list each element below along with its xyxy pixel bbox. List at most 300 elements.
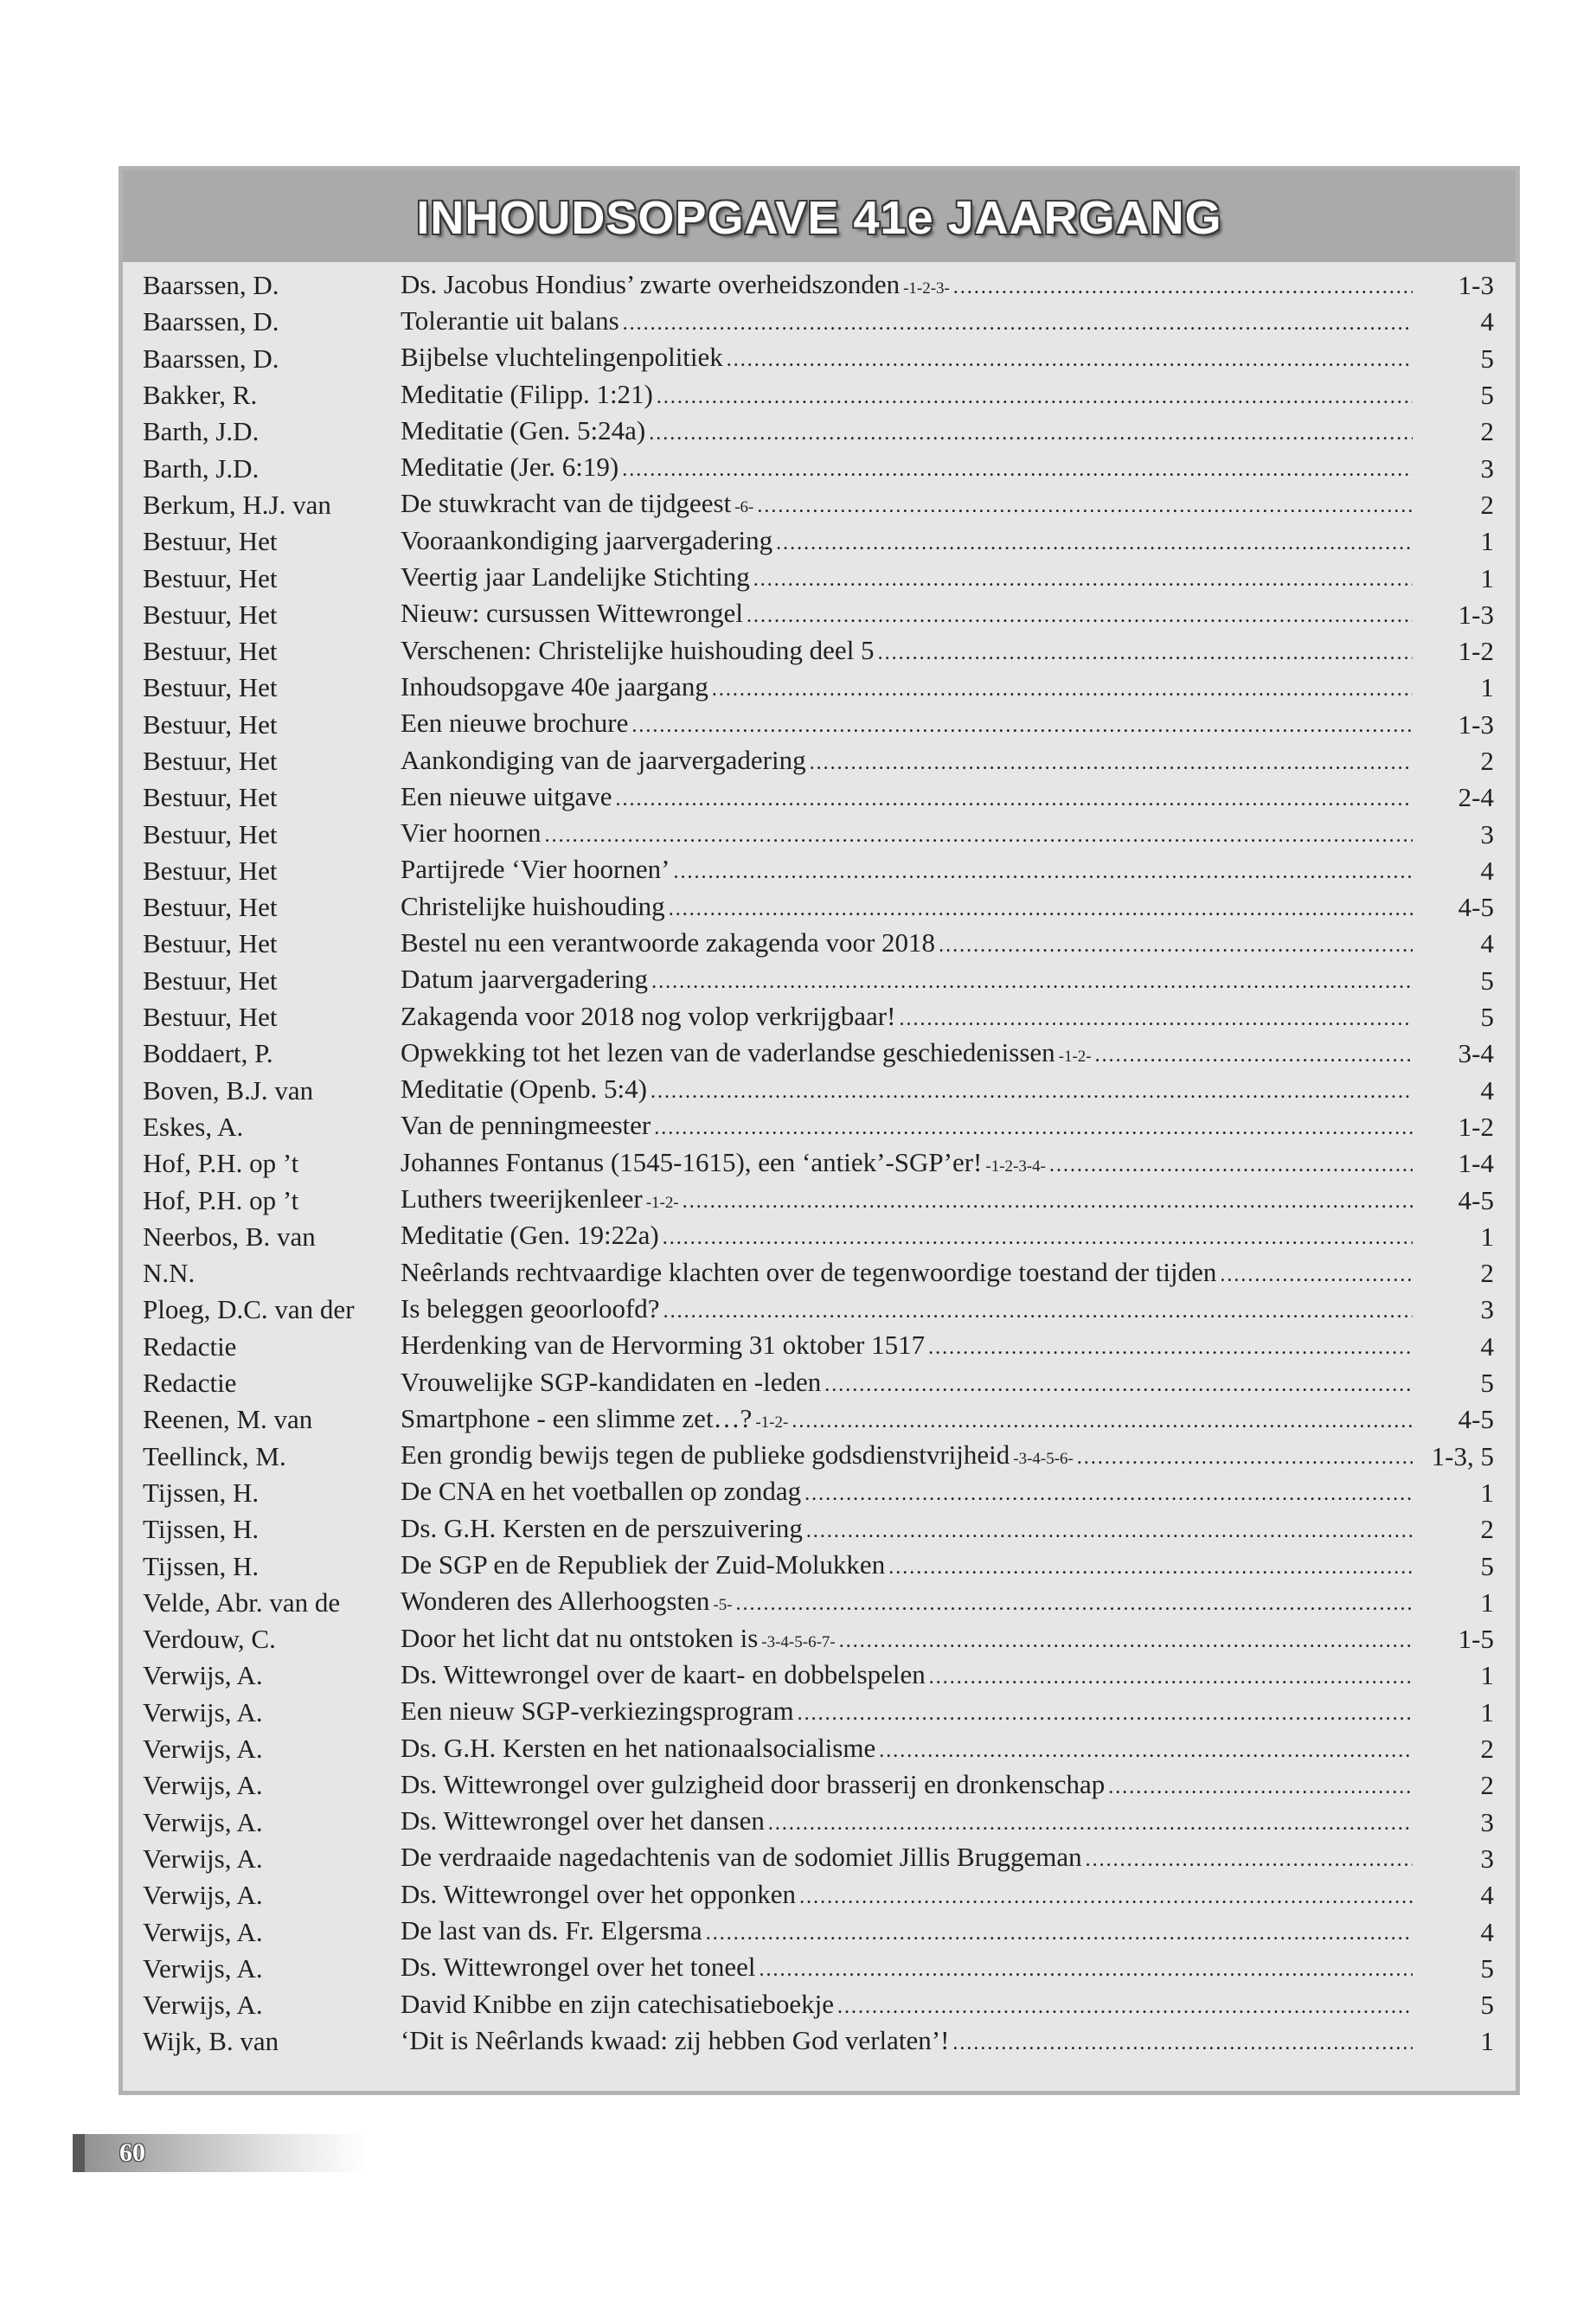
list-item [143,707,1494,743]
list-item [143,560,1494,596]
entry-title-cell [401,815,1413,854]
entry-author: Redactie [143,1368,237,1399]
entry-issue-numbers: 2 [1480,489,1494,520]
entry-title: De verdraaide nagedachtenis van de sodomiet Jillis Bruggeman [401,1842,1082,1873]
entry-title: Meditatie (Jer. 6:19) [401,452,619,483]
dot-leader [706,1915,1413,1952]
entry-title-cell: Opwekking tot het lezen van de vaderlandse geschiedenissen -1-2- ..... [401,1035,1413,1074]
entry-issue-numbers: 4 [1480,1074,1494,1106]
dot-leader [757,488,1413,524]
list-item [143,1475,1494,1511]
entry-title: Ds. G.H. Kersten en de perszuivering [401,1512,803,1543]
entry-title: Meditatie (Gen. 19:22a) [401,1220,659,1251]
entry-issue-numbers: 5 [1480,1550,1494,1581]
list-item [143,1585,1494,1621]
entry-author: Bestuur, Het [143,818,278,849]
list-item [143,999,1494,1035]
list-item [143,1548,1494,1584]
entry-title-cell: Ds. Jacobus Hondius’ zwarte overheidszonden -1-2-3- ..... [401,266,1413,305]
list-item [143,1439,1494,1475]
list-item [143,1877,1494,1913]
entry-title: Datum jaarvergadering [401,964,649,995]
entry-issue-numbers: 4 [1480,306,1494,337]
entry-title: Partijrede ‘Vier hoornen’ [401,854,670,885]
entry-author: Bestuur, Het [143,746,278,776]
entry-title: Johannes Fontanus (1545-1615), een ‘antiek’-SGP’er! [401,1146,983,1177]
dot-leader [776,525,1413,561]
dot-leader [798,1695,1413,1732]
dot-leader [651,964,1413,1000]
footer-bar [73,2134,367,2172]
entry-author: Tijssen, H. [143,1514,260,1545]
entry-title-cell [401,2022,1413,2061]
entry-issue-numbers: 3 [1480,1806,1494,1837]
entry-title-cell [401,1766,1413,1805]
entry-author: Bestuur, Het [143,526,278,557]
entry-issue-numbers: 1-3 [1458,599,1494,630]
dot-leader [669,891,1413,927]
entry-title: Een nieuw SGP-verkiezingsprogram [401,1695,794,1727]
dot-leader [768,1805,1413,1842]
entry-issue-numbers: 1 [1480,1660,1494,1691]
list-item [143,450,1494,486]
entry-title: Een nieuwe brochure [401,708,629,739]
list-item [143,267,1494,304]
entry-title: Veertig jaar Landelijke Stichting [401,561,750,593]
dot-leader [651,1074,1413,1110]
entry-title-cell: Smartphone - een slimme zet…? -1-2- ..... [401,1400,1413,1439]
entry-title-cell [401,961,1413,1000]
entry-issue-numbers: 5 [1480,1990,1494,2021]
entry-title: Vooraankondiging jaarvergadering [401,524,773,555]
entry-issue-numbers: 5 [1480,343,1494,374]
list-item [143,2023,1494,2060]
entry-title: Een grondig bewijs tegen de publieke godsdienstvrijheid [401,1439,1010,1471]
entry-title-cell [401,413,1413,452]
entry-author: N.N. [143,1258,195,1289]
entry-title: Een nieuwe uitgave [401,780,612,811]
entry-title-cell [401,851,1413,890]
entry-title-cell [401,339,1413,378]
dot-leader [810,745,1413,781]
entry-author: Barth, J.D. [143,416,260,447]
list-item [143,1365,1494,1401]
entry-author: Baarssen, D. [143,270,279,301]
table-of-contents-panel [119,166,1520,2095]
entry-title-cell [401,1949,1413,1988]
entry-author: Hof, P.H. op ’t [143,1184,299,1215]
entry-issue-numbers: 2 [1480,746,1494,776]
entry-author: Verwijs, A. [143,1696,263,1727]
list-item [143,1255,1494,1292]
list-item [143,1767,1494,1804]
entry-author: Wijk, B. van [143,2026,279,2057]
entry-title-cell [401,376,1413,415]
entry-issue-numbers: 5 [1480,1368,1494,1399]
list-item [143,670,1494,706]
entry-issue-numbers: 5 [1480,380,1494,411]
entry-title: Opwekking tot het lezen van de vaderlandse geschiedenissen [401,1036,1055,1067]
entry-issue-numbers: 1-3 [1458,270,1494,301]
dot-leader [878,635,1413,671]
entry-issue-numbers: 4 [1480,1330,1494,1362]
entry-title-cell [401,1986,1413,2025]
entry-title: Ds. Wittewrongel over het toneel [401,1952,756,1983]
entry-title: Herdenking van de Hervorming 31 oktober 1517 [401,1330,926,1361]
dot-leader [792,1403,1413,1439]
entry-author: Bestuur, Het [143,636,278,667]
entry-author: Verwijs, A. [143,1916,263,1947]
entry-title: Vier hoornen [401,817,542,849]
entry-title: Vrouwelijke SGP-kandidaten en -leden [401,1366,822,1397]
list-item [143,1951,1494,1987]
list-item [143,1913,1494,1950]
entry-title-cell [401,1364,1413,1403]
entry-title: Inhoudsopgave 40e jaargang [401,670,708,702]
entry-issue-numbers: 1-5 [1458,1624,1494,1655]
entry-issue-numbers: 2 [1480,1514,1494,1545]
entry-title: Bijbelse vluchtelingenpolitiek [401,342,723,373]
entry-issue-numbers: 4 [1480,928,1494,959]
entry-author: Bestuur, Het [143,928,278,959]
entry-title-cell [401,669,1413,708]
entry-issue-numbers: 1 [1480,562,1494,593]
entry-title-cell: Johannes Fontanus (1545-1615), een ‘antiek’-SGP’er! -1-2-3-4- ..... [401,1144,1413,1183]
entries-list [143,267,1494,2061]
list-item [143,633,1494,670]
entry-issue-numbers: 1-2 [1458,636,1494,667]
entry-title-cell [401,1547,1413,1586]
entry-title-cell [401,888,1413,927]
entry-author: Verwijs, A. [143,1770,263,1801]
entry-issue-numbers: 2-4 [1458,782,1494,813]
dot-leader [615,781,1413,817]
entry-author: Eskes, A. [143,1111,244,1142]
dot-leader [1108,1769,1413,1805]
list-item [143,1511,1494,1548]
entry-author: Bestuur, Het [143,1002,278,1033]
entry-title: Christelijke huishouding [401,890,665,921]
dot-leader [837,1989,1413,2025]
dot-leader [1077,1439,1413,1476]
entry-title-cell [401,595,1413,634]
dot-leader [623,305,1413,342]
entry-issue-numbers: 3 [1480,452,1494,484]
dot-leader [929,1659,1413,1695]
entry-title: Is beleggen geoorloofd? [401,1292,660,1324]
entry-author: Baarssen, D. [143,343,279,374]
dot-leader [928,1330,1413,1366]
list-item [143,1401,1494,1438]
entry-author: Bestuur, Het [143,892,278,923]
entry-issue-numbers: 4 [1480,1916,1494,1947]
entry-title: Bestel nu een verantwoorde zakagenda voor 2018 [401,927,936,958]
list-item [143,1073,1494,1109]
entry-title-cell [401,1473,1413,1512]
entry-title: Ds. G.H. Kersten en het nationaalsocialisme [401,1732,876,1763]
list-item [143,341,1494,377]
entry-title: Verschenen: Christelijke huishouding deel 5 [401,634,875,665]
entry-issue-numbers: 2 [1480,1734,1494,1765]
dot-leader [683,1183,1413,1220]
dot-leader [622,452,1413,488]
entry-issue-numbers: 1-3, 5 [1431,1440,1494,1471]
entry-title-cell [401,522,1413,561]
dot-leader [760,1952,1413,1988]
entry-title: Ds. Wittewrongel over gulzigheid door brasserij en dronkenschap [401,1768,1106,1799]
dot-leader [879,1733,1413,1769]
entry-issue-numbers: 2 [1480,416,1494,447]
list-item [143,926,1494,962]
entry-title: Smartphone - een slimme zet…? [401,1402,753,1433]
entry-title-cell [401,1876,1413,1915]
entry-issue-numbers: 1 [1480,1586,1494,1618]
entry-author: Verwijs, A. [143,1990,263,2021]
entry-author: Boddaert, P. [143,1038,273,1069]
entry-title: Meditatie (Gen. 5:24a) [401,414,646,445]
list-item [143,413,1494,450]
entry-issue-numbers: 3 [1480,818,1494,849]
list-item [143,1695,1494,1731]
dot-leader [1049,1147,1413,1183]
list-item [143,1731,1494,1767]
entry-issue-numbers: 1 [1480,1221,1494,1252]
entry-author: Bestuur, Het [143,855,278,886]
list-item [143,963,1494,999]
dot-leader [953,269,1413,305]
dot-leader [663,1293,1413,1330]
dot-leader [806,1513,1413,1549]
dot-leader [712,671,1413,708]
entry-author: Neerbos, B. van [143,1221,316,1252]
dot-leader [899,1001,1413,1037]
entry-issue-numbers: 3 [1480,1843,1494,1874]
entry-author: Bestuur, Het [143,782,278,813]
list-item [143,1145,1494,1182]
entry-title-cell [401,1839,1413,1878]
entry-issue-numbers: 4 [1480,1880,1494,1911]
list-item [143,1109,1494,1145]
entry-author: Reenen, M. van [143,1404,313,1435]
entry-issue-numbers: 3-4 [1458,1038,1494,1069]
dot-leader [824,1367,1413,1403]
footer-stripe [73,2134,85,2172]
dot-leader [747,598,1413,634]
dot-leader [939,927,1413,964]
entry-issue-numbers: 5 [1480,1952,1494,1984]
entry-title-cell [401,925,1413,964]
entry-author: Verwijs, A. [143,1806,263,1837]
list-item [143,816,1494,852]
entry-title: Tolerantie uit balans [401,304,619,336]
entry-author: Bestuur, Het [143,599,278,630]
dot-leader [753,561,1413,598]
entry-author: Verwijs, A. [143,1660,263,1691]
entry-author: Bestuur, Het [143,965,278,996]
entry-issue-numbers: 2 [1480,1258,1494,1289]
list-item [143,377,1494,413]
dot-leader [952,2025,1413,2061]
entry-author: Bestuur, Het [143,708,278,740]
entry-author: Verwijs, A. [143,1952,263,1984]
list-item [143,1657,1494,1694]
entry-author: Bakker, R. [143,380,258,411]
entry-title-cell [401,449,1413,488]
list-item [143,1329,1494,1365]
dot-leader [804,1476,1413,1512]
entry-author: Verwijs, A. [143,1843,263,1874]
entry-title: De SGP en de Republiek der Zuid-Molukken [401,1549,886,1580]
entry-issue-numbers: 5 [1480,1002,1494,1033]
entry-author: Redactie [143,1330,237,1362]
page-title: INHOUDSOPGAVE 41e JAARGANG [416,192,1222,244]
entry-title-cell [401,559,1413,598]
entry-title: Neêrlands rechtvaardige klachten over de tegenwoordige toestand der tijden [401,1256,1217,1287]
entry-title-cell: Een grondig bewijs tegen de publieke godsdienstvrijheid -3-4-5-6- ..... [401,1437,1413,1476]
list-item [143,1182,1494,1218]
dot-leader [654,1110,1413,1146]
list-item [143,1292,1494,1328]
entry-title-cell [401,1657,1413,1695]
entry-author: Velde, Abr. van de [143,1586,341,1618]
entry-title: Ds. Wittewrongel over het dansen [401,1805,765,1836]
entry-issue-numbers: 1 [1480,1696,1494,1727]
entry-author: Hof, P.H. op ’t [143,1148,299,1179]
entry-title: Door het licht dat nu ontstoken is [401,1622,759,1653]
dot-leader [545,817,1413,854]
entry-title-cell [401,779,1413,817]
entry-title-cell [401,705,1413,744]
entry-issue-numbers: 1-3 [1458,708,1494,740]
entry-title-cell [401,1913,1413,1952]
entry-issue-numbers: 4-5 [1458,1404,1494,1435]
entry-author: Tijssen, H. [143,1550,260,1581]
entry-author: Ploeg, D.C. van der [143,1294,355,1325]
entry-author: Teellinck, M. [143,1440,286,1471]
dot-leader [673,854,1413,890]
entry-title-cell [401,1217,1413,1256]
entry-title-cell [401,1803,1413,1842]
title-banner [123,170,1516,262]
entry-title-cell [401,303,1413,342]
entry-title: Ds. Jacobus Hondius’ zwarte overheidszonden [401,268,901,299]
dot-leader [727,342,1413,378]
entry-title-cell: Luthers tweerijkenleer -1-2- ..... [401,1181,1413,1220]
dot-leader [1220,1257,1413,1293]
dot-leader [799,1879,1413,1915]
entry-author: Verwijs, A. [143,1880,263,1911]
entry-title-cell: Wonderen des Allerhoogsten -5- ..... [401,1583,1413,1622]
entry-title: ‘Dit is Neêrlands kwaad: zij hebben God verlaten’! [401,2024,950,2055]
list-item [143,1841,1494,1877]
entry-title: Aankondiging van de jaarvergadering [401,744,806,775]
entry-title-cell [401,1693,1413,1732]
entry-title: Luthers tweerijkenleer [401,1183,643,1215]
list-item [143,597,1494,633]
entry-title-cell [401,1327,1413,1366]
entry-author: Bestuur, Het [143,562,278,593]
entry-author: Tijssen, H. [143,1477,260,1508]
entry-title-cell [401,1107,1413,1146]
list-item [143,1987,1494,2023]
entry-author: Boven, B.J. van [143,1074,314,1106]
entry-title-cell [401,632,1413,671]
entry-issue-numbers: 3 [1480,1294,1494,1325]
entry-author: Berkum, H.J. van [143,489,331,520]
entry-title-cell [401,742,1413,781]
dot-leader [631,708,1413,744]
page-number: 60 [119,2138,145,2167]
dot-leader [839,1623,1413,1659]
list-item [143,1219,1494,1255]
entry-title-cell [401,998,1413,1037]
list-item [143,743,1494,779]
dot-leader [1086,1842,1413,1878]
dot-leader [1095,1037,1413,1074]
dot-leader [888,1549,1413,1586]
entry-issue-numbers: 2 [1480,1770,1494,1801]
entry-title-cell [401,1254,1413,1293]
entry-author: Verdouw, C. [143,1624,276,1655]
dot-leader [649,415,1413,452]
entry-title: Nieuw: cursussen Wittewrongel [401,598,743,629]
list-item [143,304,1494,340]
list-item [143,1804,1494,1840]
dot-leader [657,379,1413,415]
entry-title: Ds. Wittewrongel over de kaart- en dobbelspelen [401,1658,926,1689]
entry-title: Ds. Wittewrongel over het opponken [401,1878,797,1909]
entry-issue-numbers: 4-5 [1458,1184,1494,1215]
entry-issue-numbers: 1 [1480,1477,1494,1508]
list-item [143,779,1494,816]
entry-title: Van de penningmeester [401,1110,651,1141]
list-item [143,853,1494,889]
entry-issue-numbers: 1 [1480,526,1494,557]
entry-title-cell [401,1071,1413,1110]
entry-issue-numbers: 1-2 [1458,1111,1494,1142]
entry-title: David Knibbe en zijn catechisatieboekje [401,1988,834,2019]
list-item [143,1035,1494,1072]
entry-issue-numbers: 1 [1480,2026,1494,2057]
entry-title: Meditatie (Filipp. 1:21) [401,378,653,409]
entry-title: De stuwkracht van de tijdgeest [401,488,732,519]
entry-issue-numbers: 5 [1480,965,1494,996]
entry-author: Baarssen, D. [143,306,279,337]
dot-leader [736,1586,1413,1622]
entry-title: De last van ds. Fr. Elgersma [401,1915,702,1946]
entry-title: De CNA en het voetballen op zondag [401,1476,802,1507]
entry-author: Verwijs, A. [143,1734,263,1765]
list-item [143,523,1494,560]
list-item [143,1621,1494,1657]
entry-title: Meditatie (Openb. 5:4) [401,1074,647,1105]
entry-title-cell: Door het licht dat nu ontstoken is -3-4-5-6-7- ..... [401,1620,1413,1659]
entry-author: Barth, J.D. [143,452,260,484]
entry-title-cell [401,1510,1413,1549]
entry-title: Zakagenda voor 2018 nog volop verkrijgbaar! [401,1000,896,1031]
entry-issue-numbers: 4-5 [1458,892,1494,923]
dot-leader [663,1220,1413,1256]
entry-issue-numbers: 1-4 [1458,1148,1494,1179]
entry-issue-numbers: 4 [1480,855,1494,886]
list-item [143,487,1494,523]
list-item [143,889,1494,926]
entry-title: Wonderen des Allerhoogsten [401,1586,710,1617]
entry-issue-numbers: 1 [1480,672,1494,703]
entry-title-cell: De stuwkracht van de tijdgeest -6- ..... [401,485,1413,524]
entry-title-cell [401,1730,1413,1769]
entry-title-cell [401,1291,1413,1330]
